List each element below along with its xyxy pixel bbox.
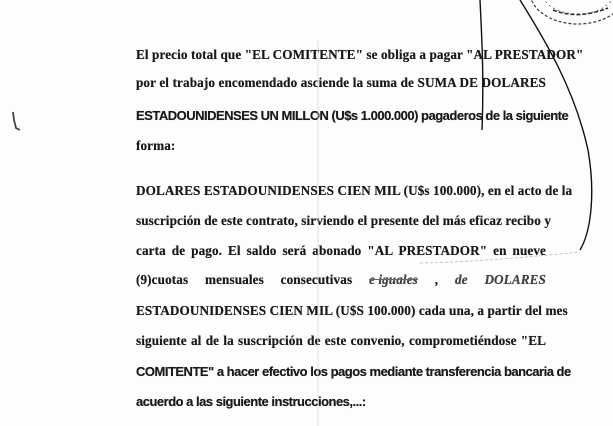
text-fragment: de: [454, 272, 468, 287]
text-line: COMITENTE" a hacer efectivo los pagos mediante transferencia bancaria de: [136, 364, 571, 379]
text-line: acuerdo a las siguiente instrucciones,...:: [136, 394, 366, 409]
text-fragment: mensuales: [205, 272, 264, 287]
ink-smudge-icon: [10, 110, 24, 132]
text-fragment: consecutivas: [280, 272, 353, 287]
text-line: DOLARES ESTADOUNIDENSES CIEN MIL (U$s 100.000), en el acto de la: [136, 183, 573, 198]
text-fragment: e iguales: [369, 272, 418, 287]
text-line: siguiente al de la suscripción de este convenio, comprometiéndose "EL: [136, 333, 546, 348]
text-line: forma:: [136, 138, 176, 153]
text-line: ESTADOUNIDENSES UN MILLON (U$s 1.000.000) pagaderos de la siguiente: [136, 108, 569, 123]
text-line: carta de pago. El saldo será abonado "AL PRESTADOR" en nueve: [136, 243, 546, 258]
text-fragment: ,: [434, 272, 439, 287]
text-fragment: (9)cuotas: [136, 272, 189, 287]
text-line: [136, 272, 546, 288]
text-line: ESTADOUNIDENSES CIEN MIL (U$S 100.000) cada una, a partir del mes: [136, 303, 568, 318]
text-line: suscripción de este contrato, sirviendo el presente del más eficaz recibo y: [136, 213, 552, 228]
text-fragment: DOLARES: [484, 272, 546, 287]
circular-stamp-icon: [523, 0, 613, 32]
text-line: El precio total que "EL COMITENTE" se obliga a pagar "AL PRESTADOR": [136, 47, 584, 62]
text-line: por el trabajo encomendado asciende la suma de SUMA DE DOLARES: [136, 75, 546, 90]
